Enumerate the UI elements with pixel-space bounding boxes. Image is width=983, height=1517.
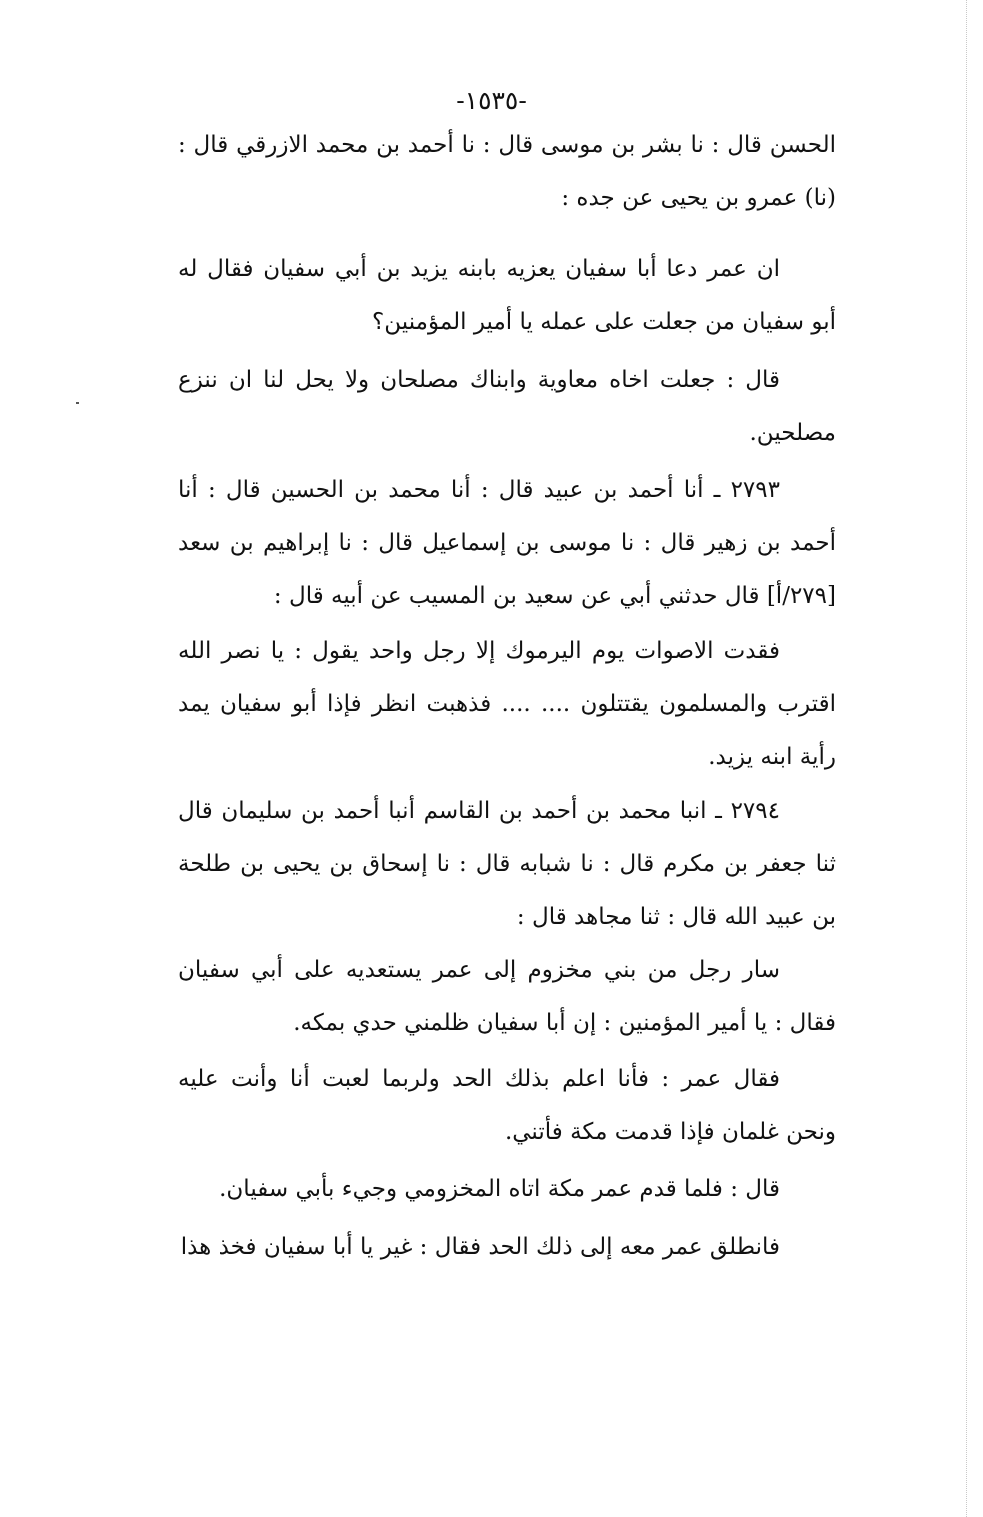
paragraph-umar-answer: فقال عمر : فأنا اعلم بذلك الحد ولربما لعبت أنا وأنت عليه ونحن غلمان فإذا قدمت مكة فأتني.: [178, 1066, 836, 1145]
paragraph-isnad-opening: الحسن قال : نا بشر بن موسى قال : نا أحمد بن محمد الازرقي قال : (نا) عمرو بن يحيى عن جده :: [178, 132, 836, 211]
scan-edge-line: [966, 0, 967, 1517]
paragraph-umar-consoles-abu-sufyan: ان عمر دعا أبا سفيان يعزيه بابنه يزيد بن أبي سفيان فقال له أبو سفيان من جعلت على عمله يا أمير المؤمنين؟: [178, 256, 836, 335]
paragraph-yarmouk-report: فقدت الاصوات يوم اليرموك إلا رجل واحد يقول : يا نصر الله اقترب والمسلمون يقتتلون .... .... فذهبت انظر فإذا أبو سفيان يمد رأية ابنه يزيد.: [178, 638, 836, 770]
paragraph-makhzumi-complaint: سار رجل من بني مخزوم إلى عمر يستعديه على أبي سفيان فقال : يا أمير المؤمنين : إن أبا سفيان ظلمني حدي بمكه.: [178, 957, 836, 1036]
paragraph-hadith-2794-isnad: ٢٧٩٤ ـ انبا محمد بن أحمد بن القاسم أنبا أحمد بن سليمان قال ثنا جعفر بن مكرم قال : نا شبابه قال : نا إسحاق بن يحيى بن طلحة بن عبيد الله قال : ثنا مجاهد قال :: [178, 798, 836, 930]
paragraph-hadith-2793-isnad: ٢٧٩٣ ـ أنا أحمد بن عبيد قال : أنا محمد بن الحسين قال : أنا أحمد بن زهير قال : نا موسى بن إسماعيل قال : نا إبراهيم بن سعد [٢٧٩/أ] قال حدثني أبي عن سعيد بن المسيب عن أبيه قال :: [178, 477, 836, 609]
page-number: -١٥٣٥-: [456, 86, 527, 115]
paragraph-umar-reply-muawiya: قال : جعلت اخاه معاوية وابناك مصلحان ولا يحل لنا ان ننزع مصلحين.: [178, 367, 836, 446]
paragraph-umar-at-boundary: فانطلق عمر معه إلى ذلك الحد فقال : غير يا أبا سفيان فخذ هذا: [180, 1234, 780, 1260]
scan-speck: [76, 402, 79, 404]
paragraph-umar-arrives-makkah: قال : فلما قدم عمر مكة اتاه المخزومي وجيء بأبي سفيان.: [219, 1176, 780, 1202]
